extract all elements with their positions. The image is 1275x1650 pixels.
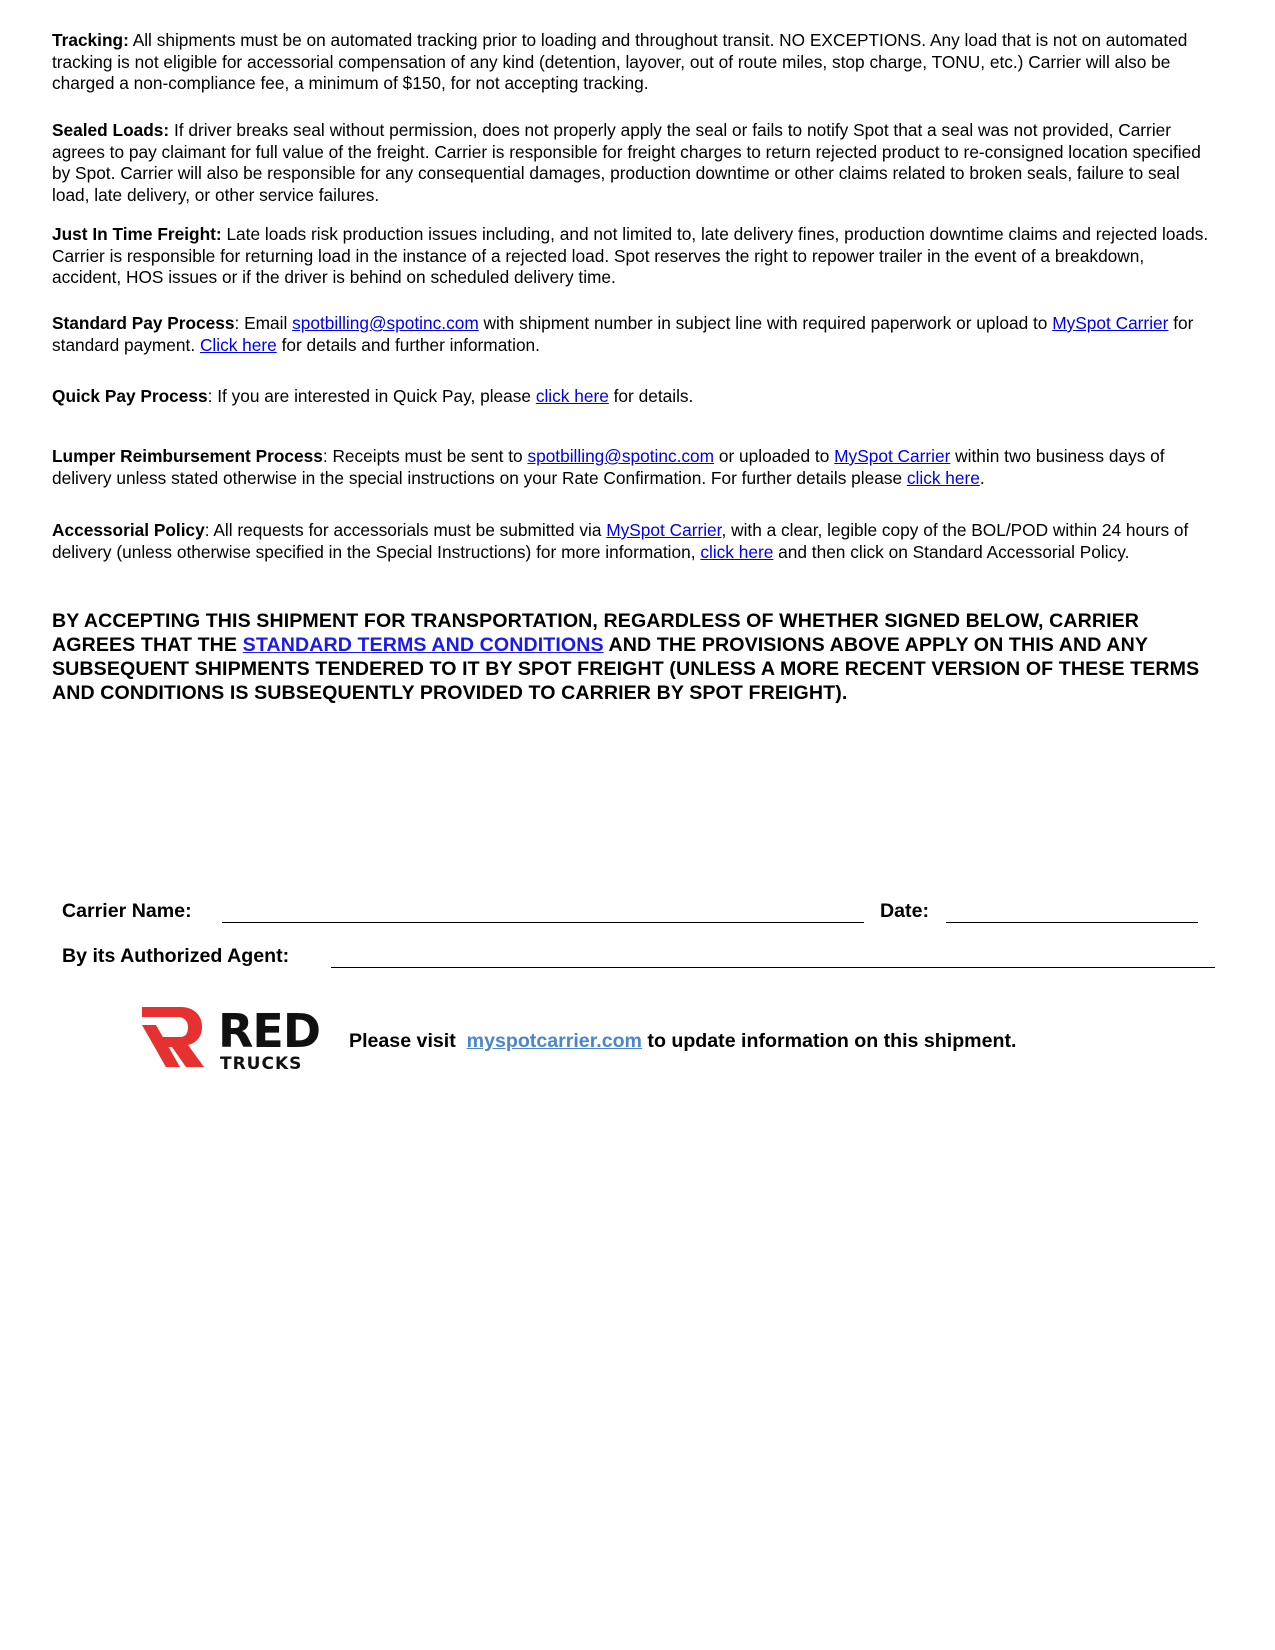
accessorial-click-here-link[interactable]: click here — [700, 541, 774, 562]
accessorial-myspot-link[interactable]: MySpot Carrier — [606, 520, 722, 540]
standard-pay-label: Standard Pay Process — [52, 313, 235, 333]
jit-freight-label: Just In Time Freight: — [52, 224, 222, 244]
visit-text-2: to update information on this shipment. — [641, 1030, 1017, 1052]
accessorial-label: Accessorial Policy — [52, 520, 205, 540]
acceptance-text-2: AND THE PROVISIONS ABOVE APPLY ON THIS AND ANY SUBSEQUENT SHIPMENTS TENDERED TO IT BY SPOT FREIGHT (UNLESS A MORE RECENT VERSION OF THESE TERMS AND CONDITIONS IS SUBSEQUENTLY PROVIDED TO CARRIER BY SPOT FREIGHT). — [52, 634, 1200, 704]
sealed-loads-text: If driver breaks seal without permission, does not properly apply the seal or fails to notify Spot that a seal was not provided, Carrier agrees to pay claimant for full value of the freight. Carrier is responsible for freight charges to return rejected product to re-consigned location specified by Spot. Carrier will also be responsible for any consequential damages, production downtime or other claims related to broken seals, failure to seal load, late delivery, or other service failures. — [52, 120, 1201, 205]
lumper-paragraph — [52, 446, 1212, 489]
jit-freight-text: Late loads risk production issues including, and not limited to, late delivery fines, production downtime claims and rejected loads. Carrier is responsible for returning load in the instance of a rejected load. Spot reserves the right to repower trailer in the event of a breakdown, accident, HOS issues or if the driver is behind on scheduled delivery time. — [52, 224, 1209, 287]
lumper-text-3: within two business days of delivery unless stated otherwise in the special instructions on your Rate Confirmation. For further details please — [52, 446, 1165, 488]
red-trucks-emblem-icon — [142, 1007, 204, 1067]
tracking-text: All shipments must be on automated tracking prior to loading and throughout transit. NO EXCEPTIONS. Any load that is not on automated tracking is not eligible for accessorial compensation of any kind (detention, layover, out of route miles, stop charge, TONU, etc.) Carrier will also be charged a non-compliance fee, a minimum of $150, for not accepting tracking. — [52, 30, 1188, 93]
quick-pay-text-2: for details. — [608, 386, 694, 406]
tracking-paragraph — [52, 30, 1212, 95]
lumper-myspot-link[interactable]: MySpot Carrier — [834, 446, 951, 466]
date-signature-line[interactable] — [946, 922, 1198, 923]
lumper-label: Lumper Reimbursement Process — [52, 446, 323, 466]
billing-email-link[interactable]: spotbilling@spotinc.com — [292, 313, 479, 333]
lumper-text-2: or uploaded to — [714, 446, 835, 466]
jit-freight-paragraph — [52, 224, 1212, 289]
acceptance-statement — [52, 609, 1217, 705]
accessorial-text-1: : All requests for accessorials must be submitted via — [204, 520, 607, 540]
lumper-click-here-link[interactable]: click here — [906, 467, 980, 488]
visit-text-1: Please visit — [349, 1030, 467, 1052]
quick-pay-paragraph — [52, 386, 1212, 408]
lumper-text-4: . — [979, 467, 985, 488]
tracking-label: Tracking: — [52, 30, 129, 50]
myspotcarrier-link[interactable]: myspotcarrier.com — [466, 1030, 642, 1052]
standard-pay-text-2: with shipment number in subject line with required paperwork or upload to — [478, 313, 1053, 333]
quick-pay-text-1: : If you are interested in Quick Pay, please — [207, 386, 536, 406]
standard-pay-click-here-link[interactable]: Click here — [199, 334, 277, 355]
quick-pay-label: Quick Pay Process — [52, 386, 208, 406]
accessorial-text-3: and then click on Standard Accessorial Policy. — [773, 541, 1130, 562]
myspot-carrier-link[interactable]: MySpot Carrier — [1052, 313, 1169, 333]
standard-pay-text-1: : Email — [234, 313, 293, 333]
authorized-agent-label: By its Authorized Agent: — [62, 945, 290, 967]
carrier-name-signature-line[interactable] — [222, 922, 864, 923]
logo-wordmark: RED — [218, 1004, 321, 1058]
quick-pay-click-here-link[interactable]: click here — [535, 386, 609, 406]
carrier-name-label: Carrier Name: — [62, 900, 192, 922]
acceptance-text-1: BY ACCEPTING THIS SHIPMENT FOR TRANSPORTATION, REGARDLESS OF WHETHER SIGNED BELOW, CARRIER AGREES THAT THE — [52, 610, 1140, 656]
logo-subtitle: TRUCKS — [220, 1054, 303, 1073]
accessorial-paragraph — [52, 520, 1212, 563]
standard-pay-text-4: for details and further information. — [276, 334, 540, 355]
accessorial-text-2: , with a clear, legible copy of the BOL/POD within 24 hours of delivery (unless otherwise specified in the Special Instructions) for more information, — [52, 520, 1189, 562]
standard-terms-link[interactable]: STANDARD TERMS AND CONDITIONS — [242, 634, 604, 656]
standard-pay-text-3: for standard payment. — [52, 313, 1194, 355]
sealed-loads-label: Sealed Loads: — [52, 120, 170, 140]
lumper-text-1: : Receipts must be sent to — [322, 446, 528, 466]
lumper-email-link[interactable]: spotbilling@spotinc.com — [527, 446, 715, 466]
red-trucks-logo — [138, 1003, 338, 1073]
standard-pay-paragraph — [52, 313, 1212, 356]
authorized-agent-signature-line[interactable] — [331, 967, 1215, 968]
date-label: Date: — [880, 900, 929, 922]
sealed-loads-paragraph — [52, 120, 1212, 206]
visit-message — [349, 1030, 1016, 1053]
